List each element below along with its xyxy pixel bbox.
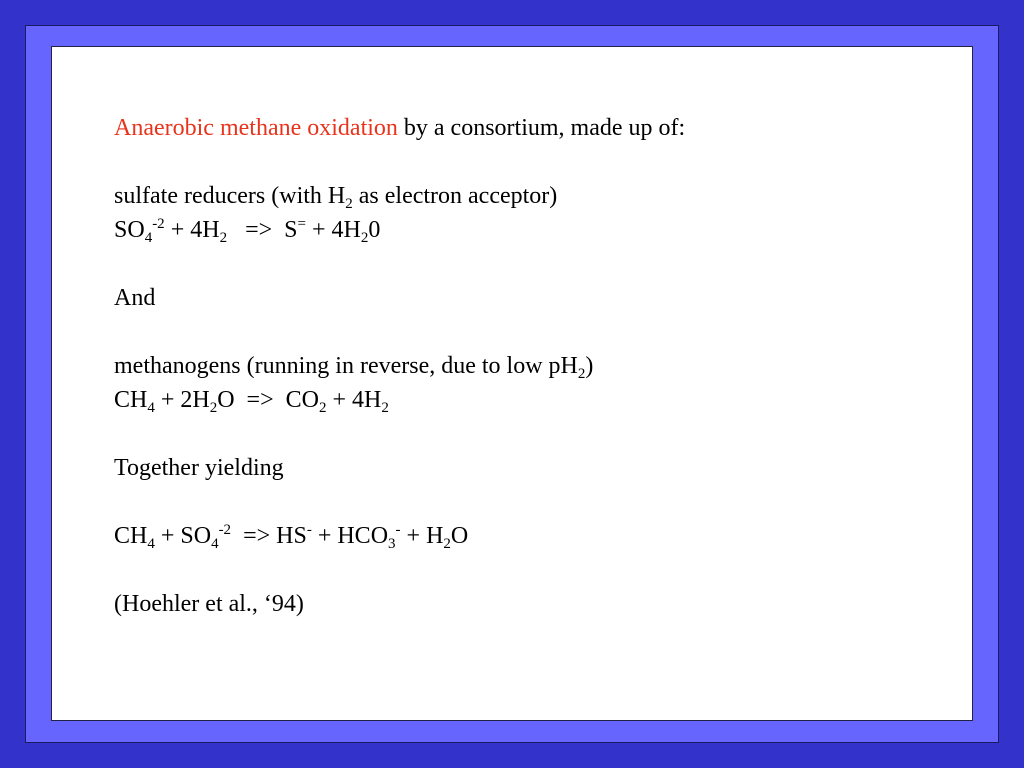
- title-rest: by a consortium, made up of:: [397, 115, 686, 141]
- text-fragment: + 2H: [154, 387, 210, 413]
- text-fragment: O => CO: [217, 387, 319, 413]
- subscript: 3: [388, 536, 396, 552]
- text-fragment: CH: [114, 387, 148, 413]
- title-highlight: Anaerobic methane oxidation: [114, 115, 398, 141]
- text-fragment: O: [450, 523, 469, 549]
- text-fragment: => S: [227, 217, 298, 243]
- text-fragment: CH: [114, 523, 148, 549]
- citation: (Hoehler et al., ‘94): [114, 591, 304, 617]
- and-line: And: [114, 285, 156, 311]
- slide-title-line: [114, 111, 685, 145]
- subscript: 2: [345, 196, 353, 212]
- slide-content: [114, 111, 685, 621]
- subscript: 4: [144, 230, 153, 246]
- subscript: 2: [381, 400, 389, 416]
- subscript: 2: [318, 400, 327, 416]
- superscript: -2: [218, 522, 232, 538]
- spacer: [114, 485, 685, 519]
- subscript: 2: [209, 400, 218, 416]
- superscript: -2: [152, 216, 165, 232]
- text-fragment: methanogens (running in reverse, due to low pH: [114, 353, 578, 379]
- subscript: 4: [211, 536, 219, 552]
- superscript: =: [297, 216, 306, 232]
- subscript: 4: [147, 536, 155, 552]
- text-fragment: ): [585, 353, 594, 379]
- text-fragment: SO: [114, 217, 145, 243]
- spacer: [114, 247, 685, 281]
- text-fragment: + 4H: [305, 217, 361, 243]
- equation-sulfate-reduction: [114, 213, 685, 247]
- subscript: 2: [219, 230, 228, 246]
- superscript: -: [395, 522, 401, 538]
- spacer: [114, 145, 685, 179]
- text-fragment: + 4H: [326, 387, 382, 413]
- subscript: 2: [360, 230, 369, 246]
- subscript: 2: [577, 366, 586, 382]
- text-fragment: => HS: [231, 523, 307, 549]
- slide-panel: [51, 46, 973, 721]
- superscript: -: [306, 522, 312, 538]
- together-line: Together yielding: [114, 455, 284, 481]
- equation-methanogenesis: [114, 383, 685, 417]
- spacer: [114, 553, 685, 587]
- text-fragment: as electron acceptor): [352, 183, 558, 209]
- equation-net-reaction: [114, 519, 685, 553]
- text-fragment: + H: [400, 523, 444, 549]
- spacer: [114, 417, 685, 451]
- text-fragment: + 4H: [164, 217, 220, 243]
- methanogens-line: [114, 349, 685, 383]
- text-fragment: + HCO: [311, 523, 389, 549]
- spacer: [114, 315, 685, 349]
- text-fragment: sulfate reducers (with H: [114, 183, 346, 209]
- sulfate-reducers-line: [114, 179, 685, 213]
- subscript: 4: [147, 400, 155, 416]
- subscript: 2: [443, 536, 451, 552]
- text-fragment: 0: [368, 217, 381, 243]
- text-fragment: + SO: [154, 523, 212, 549]
